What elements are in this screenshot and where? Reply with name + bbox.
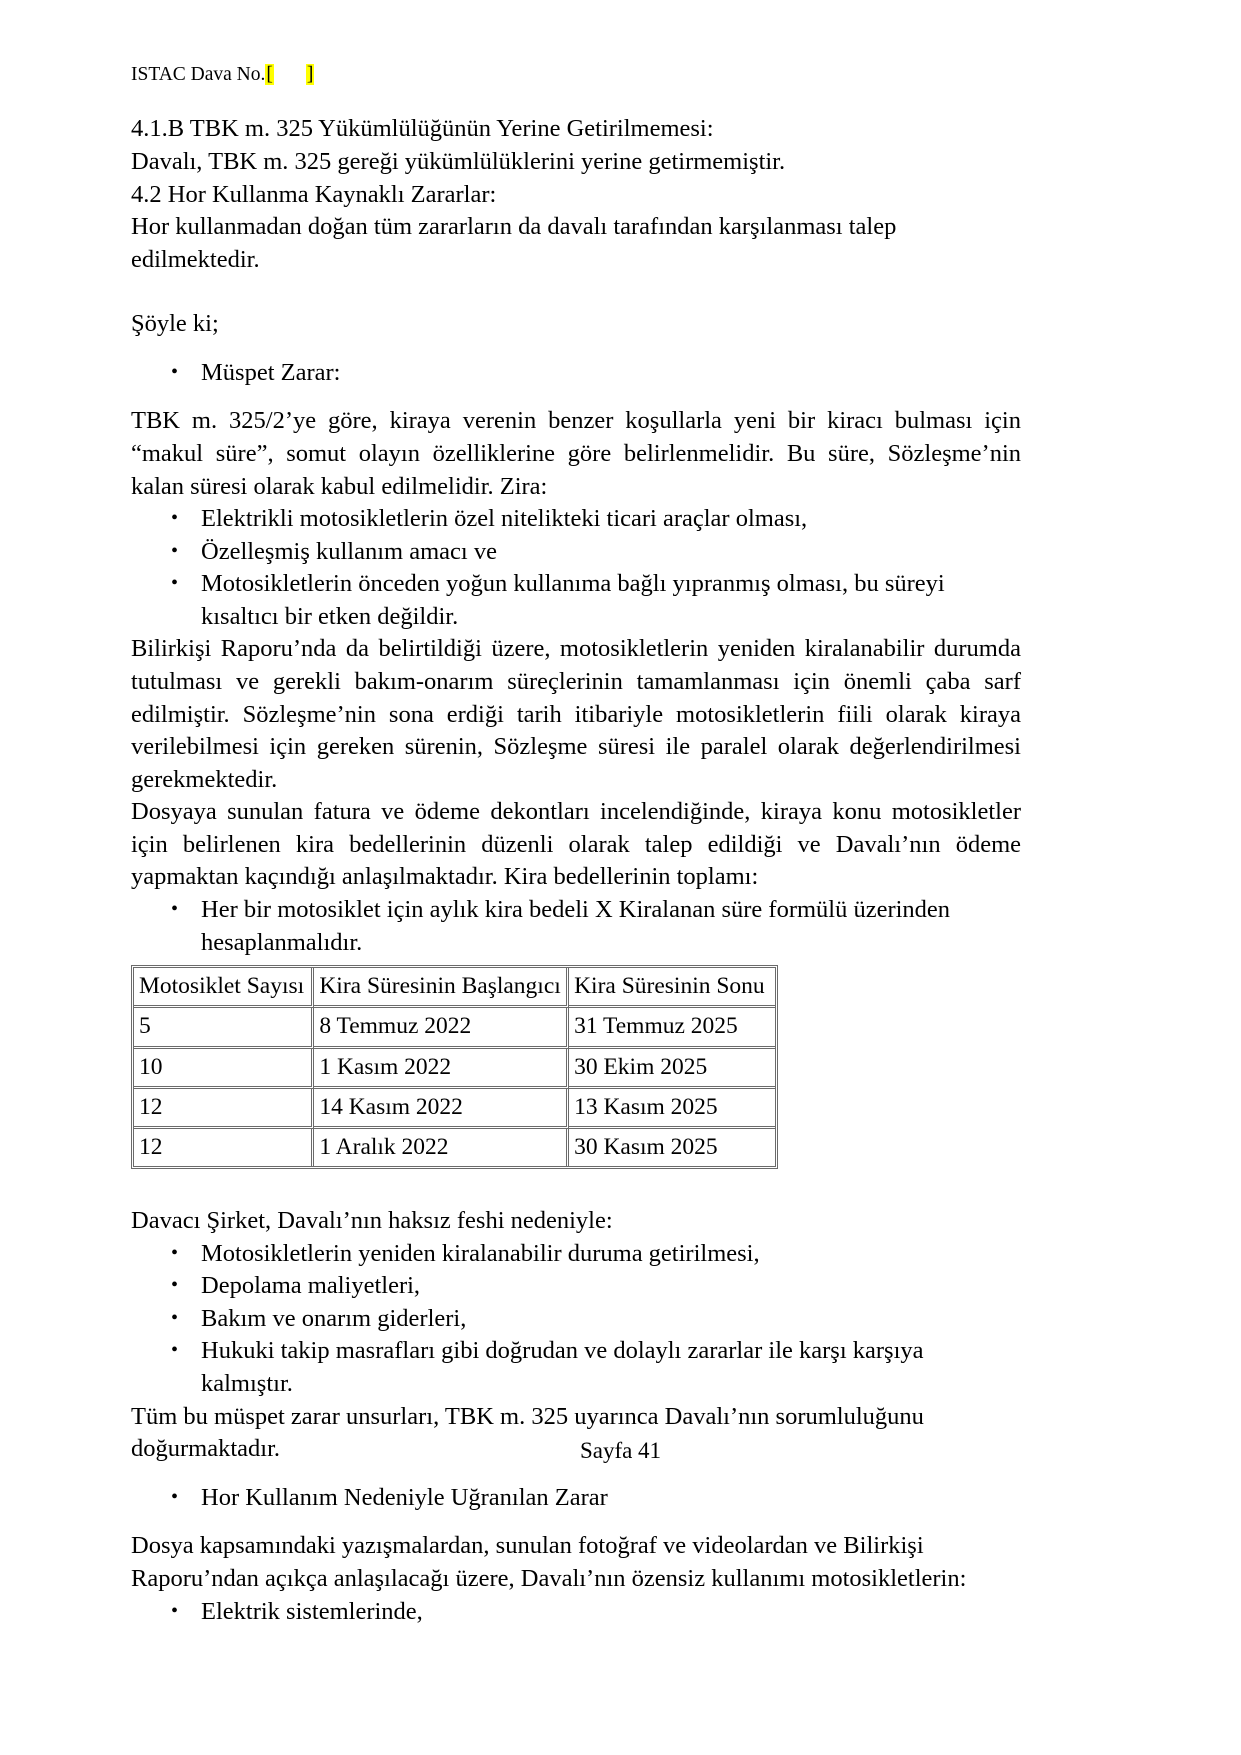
heading-4-1-b: 4.1.B TBK m. 325 Yükümlülüğünün Yerine Getirilmemesi: bbox=[131, 115, 714, 143]
list-item: • Elektrik sistemlerinde, bbox=[131, 1596, 1021, 1629]
paragraph-davaci-sirket: Davacı Şirket, Davalı’nın haksız feshi nedeniyle: bbox=[131, 1207, 613, 1235]
spacer bbox=[131, 1466, 1021, 1482]
case-number-highlight-open: [ bbox=[266, 64, 273, 85]
list-item: • Motosikletlerin önceden yoğun kullanıma bağlı yıpranmış olması, bu süreyi kısaltıcı bir etken değildir. bbox=[131, 568, 1021, 633]
paragraph-soyle-ki: Şöyle ki; bbox=[131, 310, 219, 338]
page-footer bbox=[0, 1438, 1241, 1464]
paragraph-dosya-kapsami: Dosya kapsamındaki yazışmalardan, sunulan fotoğraf ve videolardan ve Bilirkişi Raporu’ndan açıkça anlaşılacağı üzere, Davalı’nın özensiz kullanımı motosikletlerin: bbox=[131, 1532, 967, 1592]
cell-kira-baslangici: 8 Temmuz 2022 bbox=[314, 1008, 569, 1048]
page-number: Sayfa 41 bbox=[579, 1438, 662, 1463]
cell-kira-sonu: 13 Kasım 2025 bbox=[569, 1089, 775, 1129]
spacer bbox=[131, 1173, 1021, 1205]
paragraph-hor-kullanma: Hor kullanmadan doğan tüm zararların da davalı tarafından karşılanması talep edilmektedir. bbox=[131, 213, 897, 273]
bullet-list-muspet-zarar bbox=[131, 357, 1021, 390]
bullet-list-elektrik bbox=[131, 1596, 1021, 1629]
list-item: • Elektrikli motosikletlerin özel nitelikteki ticari araçlar olması, bbox=[131, 503, 1021, 536]
list-item: • Hukuki takip masrafları gibi doğrudan ve dolaylı zararlar ile karşı karşıya kalmıştır. bbox=[131, 1335, 1021, 1400]
list-item: • Her bir motosiklet için aylık kira bedeli X Kiralanan süre formülü üzerinden hesaplanmalıdır. bbox=[131, 894, 1021, 959]
cell-kira-baslangici: 14 Kasım 2022 bbox=[314, 1089, 569, 1129]
rental-periods-table-wrapper bbox=[131, 965, 1021, 1169]
paragraph-tbk-325-2: TBK m. 325/2’ye göre, kiraya verenin benzer koşullarla yeni bir kiracı bulması için “makul süre”, somut olayın özelliklerine göre belirlenmelidir. Bu süre, Sözleşme’nin kalan süresi olarak kabul edilmelidir. Zira: bbox=[131, 407, 1021, 500]
list-item: • Özelleşmiş kullanım amacı ve bbox=[131, 536, 1021, 569]
cell-motosiklet-sayisi: 5 bbox=[134, 1008, 314, 1048]
paragraph-tum-bu-muspet-zarar: Tüm bu müspet zarar unsurları, TBK m. 325 uyarınca Davalı’nın sorumluluğunu doğurmaktadır. bbox=[131, 1402, 924, 1463]
document-content bbox=[131, 62, 1021, 1628]
cell-kira-sonu: 30 Kasım 2025 bbox=[574, 1133, 718, 1160]
column-header-motosiklet-sayisi: Motosiklet Sayısı bbox=[134, 968, 314, 1008]
paragraph-bilirkisi: Bilirkişi Raporu’nda da belirtildiği üzere, motosikletlerin yeniden kiralanabilir durumda tutulması ve gerekli bakım-onarım süreçlerinin tamamlanması için önemli çaba sarf edilmiştir. Sözleşme’nin sona erdiği tarih itibariyle motosikletlerin fiili olarak kiraya verilebilmesi için gereken sürenin, Sözleşme süresi ile paralel olarak değerlendirilmesi gerekmektedir. bbox=[131, 635, 1021, 793]
bullet-list-zarar-kalemleri bbox=[131, 1238, 1021, 1401]
spacer bbox=[131, 389, 1021, 405]
case-number-header bbox=[131, 62, 1021, 87]
table-header-row bbox=[134, 968, 775, 1008]
bullet-list-formul bbox=[131, 894, 1021, 959]
paragraph-dosyaya-sunulan: Dosyaya sunulan fatura ve ödeme dekontları incelendiğinde, kiraya konu motosikletler için belirlenen kira bedellerinin düzenli olarak talep edildiği ve Davalı’nın ödeme yapmaktan kaçındığı anlaşılmaktadır. Kira bedellerinin toplamı: bbox=[131, 798, 1021, 891]
list-item: • Bakım ve onarım giderleri, bbox=[131, 1303, 1021, 1336]
cell-motosiklet-sayisi: 10 bbox=[134, 1049, 314, 1089]
table-row bbox=[134, 1089, 775, 1129]
spacer bbox=[131, 341, 1021, 357]
list-item: • Hor Kullanım Nedeniyle Uğranılan Zarar bbox=[131, 1482, 1021, 1515]
heading-4-2: 4.2 Hor Kullanma Kaynaklı Zararlar: bbox=[131, 180, 497, 208]
table-row bbox=[134, 1008, 775, 1048]
spacer bbox=[131, 1514, 1021, 1530]
list-item: • Depolama maliyetleri, bbox=[131, 1270, 1021, 1303]
cell-kira-baslangici: 1 Aralık 2022 bbox=[314, 1129, 569, 1166]
bullet-list-zira bbox=[131, 503, 1021, 633]
cell-motosiklet-sayisi: 12 bbox=[134, 1089, 314, 1129]
list-item: • Motosikletlerin yeniden kiralanabilir duruma getirilmesi, bbox=[131, 1238, 1021, 1271]
column-header-kira-baslangici: Kira Süresinin Başlangıcı bbox=[314, 968, 569, 1008]
cell-motosiklet-sayisi: 12 bbox=[134, 1129, 314, 1166]
bullet-list-hor-kullanim bbox=[131, 1482, 1021, 1515]
cell-kira-baslangici: 1 Kasım 2022 bbox=[314, 1049, 569, 1089]
list-item: • Müspet Zarar: bbox=[131, 357, 1021, 390]
cell-kira-sonu: 30 Ekim 2025 bbox=[569, 1049, 775, 1089]
spacer bbox=[131, 276, 1021, 308]
paragraph-davali: Davalı, TBK m. 325 gereği yükümlülüklerini yerine getirmemiştir. bbox=[131, 147, 786, 175]
column-header-kira-sonu: Kira Süresinin Sonu bbox=[569, 968, 775, 1008]
case-number-highlight-close: ] bbox=[306, 64, 314, 85]
table-row bbox=[134, 1129, 775, 1166]
table-row bbox=[134, 1049, 775, 1089]
cell-kira-sonu: 31 Temmuz 2025 bbox=[569, 1008, 775, 1048]
case-number-label: ISTAC Dava No. bbox=[131, 64, 266, 85]
rental-periods-table bbox=[131, 965, 778, 1169]
